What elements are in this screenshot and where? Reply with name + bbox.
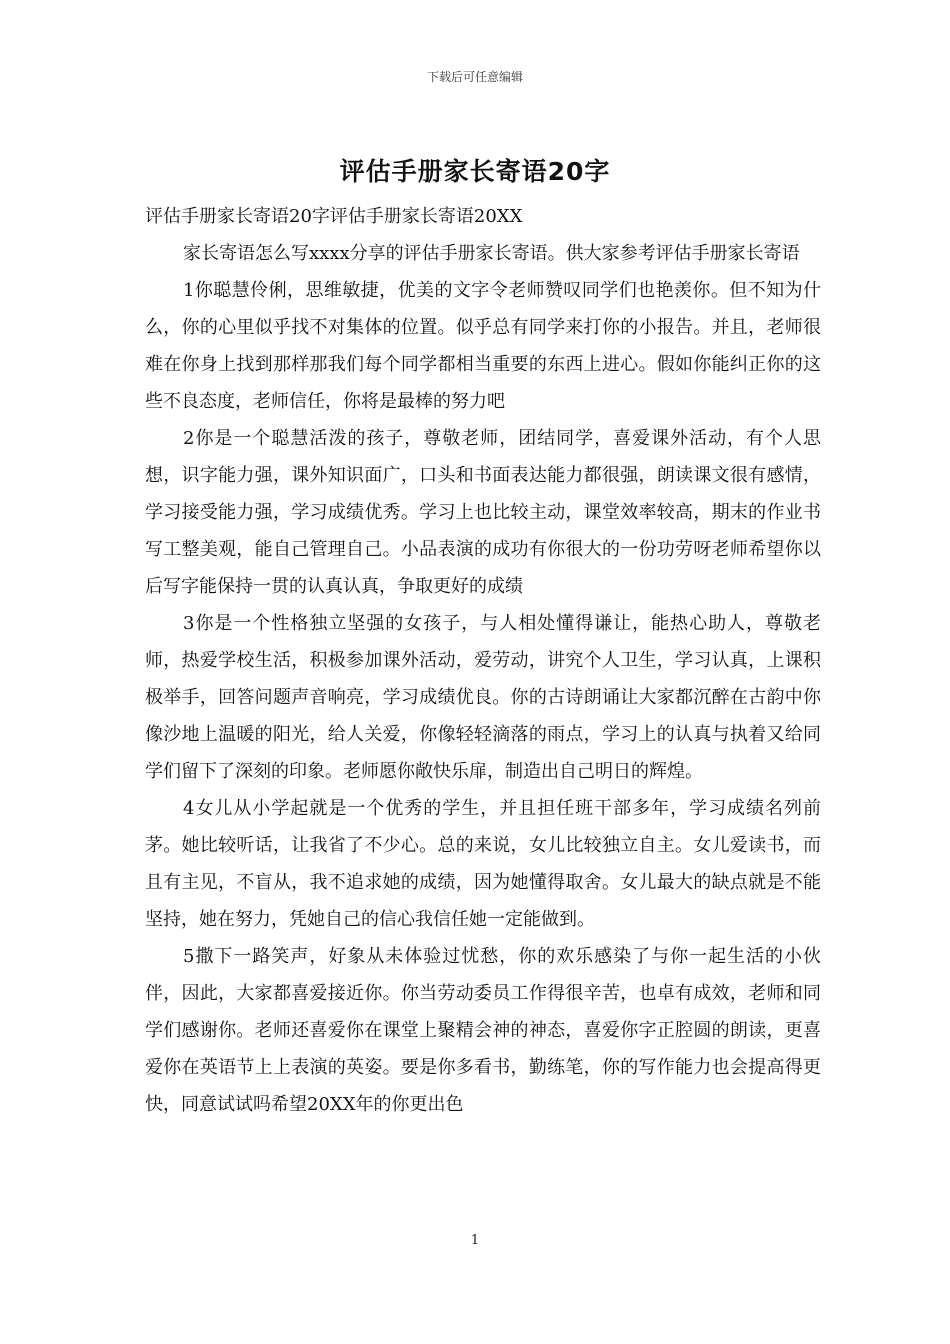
document-subtitle: 评估手册家长寄语20字评估手册家长寄语20XX — [145, 206, 523, 227]
page-number: 1 — [470, 1233, 480, 1248]
paragraph-4: 4女儿从小学起就是一个优秀的学生，并且担任班干部多年，学习成绩名列前茅。她比较听话，让我省了不少心。总的来说，女儿比较独立自主。女儿爱读书，而且有主见，不盲从，我不追求她的成绩，因为她懂得取舍。女儿最大的缺点就是不能坚持，她在努力，凭她自己的信心我信任她一定能做到。 — [145, 798, 821, 930]
document-title: 评估手册家长寄语20字 — [339, 157, 611, 186]
paragraph-1: 1你聪慧伶俐，思维敏捷，优美的文字令老师赞叹同学们也艳羡你。但不知为什么，你的心里似乎找不对集体的位置。似乎总有同学来打你的小报告。并且，老师很难在你身上找到那样那我们每个同学都相当重要的东西上进心。假如你能纠正你的这些不良态度，老师信任，你将是最棒的努力吧 — [145, 280, 821, 412]
paragraph-3: 3你是一个性格独立坚强的女孩子，与人相处懂得谦让，能热心助人，尊敬老师，热爱学校生活，积极参加课外活动，爱劳动，讲究个人卫生，学习认真，上课积极举手，回答问题声音响亮，学习成绩优良。你的古诗朗诵让大家都沉醉在古韵中你像沙地上温暖的阳光，给人关爱，你像轻轻滴落的雨点，学习上的认真与执着又给同学们留下了深刻的印象。老师愿你敞快乐扉，制造出自己明日的辉煌。 — [145, 613, 821, 782]
paragraph-5: 5撒下一路笑声，好象从未体验过忧愁，你的欢乐感染了与你一起生活的小伙伴，因此，大家都喜爱接近你。你当劳动委员工作得很辛苦，也卓有成效，老师和同学们感谢你。老师还喜爱你在课堂上聚精会神的神态，喜爱你字正腔圆的朗读，更喜爱你在英语节上上表演的英姿。要是你多看书，勤练笔，你的写作能力也会提高得更快，同意试试吗希望20XX年的你更出色 — [145, 946, 821, 1115]
document-body — [145, 198, 821, 1123]
intro-paragraph: 家长寄语怎么写xxxx分享的评估手册家长寄语。供大家参考评估手册家长寄语 — [183, 243, 800, 264]
page-header-note: 下载后可任意编辑 — [426, 70, 523, 84]
paragraph-2: 2你是一个聪慧活泼的孩子，尊敬老师，团结同学，喜爱课外活动，有个人思想，识字能力强，课外知识面广，口头和书面表达能力都很强，朗读课文很有感情，学习接受能力强，学习成绩优秀。学习上也比较主动，课堂效率较高，期末的作业书写工整美观，能自己管理自己。小品表演的成功有你很大的一份功劳呀老师希望你以后写字能保持一贯的认真认真，争取更好的成绩 — [145, 428, 821, 597]
